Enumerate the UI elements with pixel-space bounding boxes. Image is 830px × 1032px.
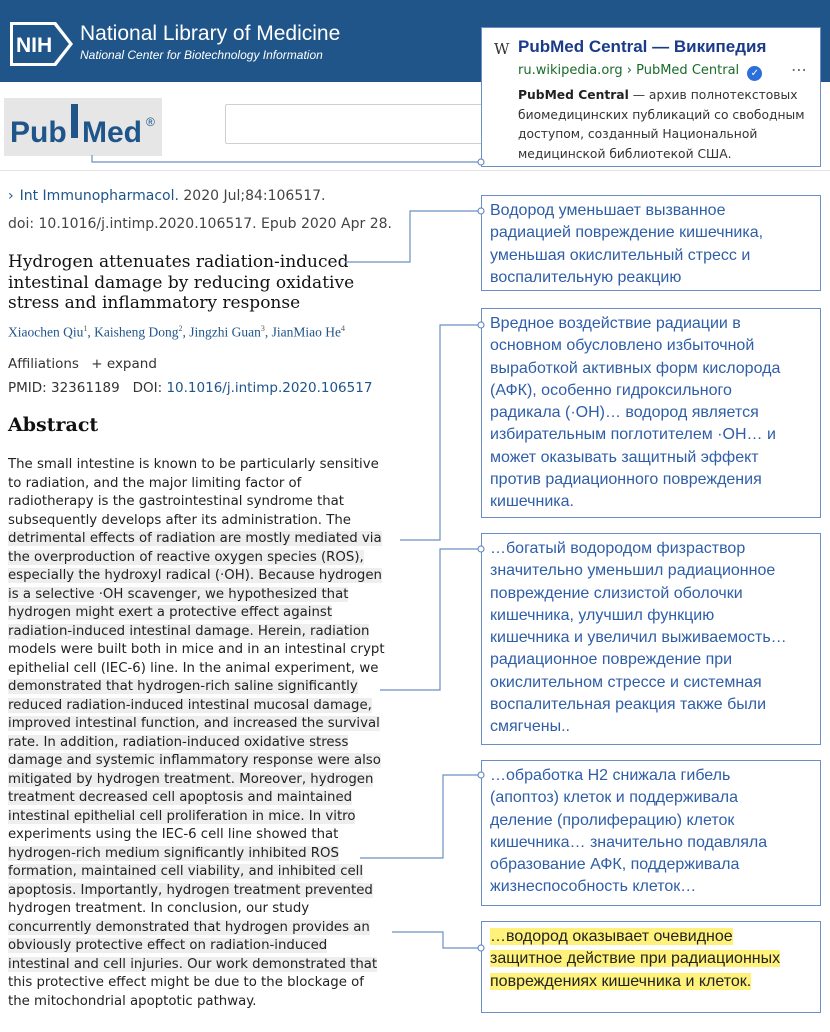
abstract-line <box>8 993 408 1012</box>
note-text: жизнеспособность клеток… <box>490 878 697 896</box>
note-line <box>490 560 812 582</box>
highlighted-text: apoptosis. Importantly, hydrogen treatment prevented <box>8 882 373 898</box>
svg-text:Med: Med <box>82 116 142 149</box>
pubmed-logo[interactable] <box>4 98 162 156</box>
highlighted-text: improved intestinal function, and increased the survival <box>8 716 380 731</box>
note-line <box>490 926 812 948</box>
pmid-doi-line <box>8 380 372 396</box>
note-text: …водород оказывает очевидное <box>490 928 733 945</box>
abstract-text: the mitochondrial apoptotic pathway. <box>8 993 257 1009</box>
note-line <box>490 491 812 513</box>
abstract-line <box>8 752 408 771</box>
note-line <box>490 424 812 446</box>
wiki-description <box>518 86 810 164</box>
note-line <box>490 358 812 380</box>
highlighted-text: is a selective ·OH scavenger, we hypothesized that <box>8 586 349 602</box>
abstract-line <box>8 845 408 864</box>
abstract-line <box>8 567 408 586</box>
authors-list: Xiaochen Qiu$^1$, Kaisheng Dong$^2$, Jingzhi Guan$^3$, JianMiao He$^4$ <box>8 324 345 340</box>
plus-icon: + <box>91 356 103 372</box>
doi-link[interactable]: 10.1016/j.intimp.2020.106517 <box>166 380 373 396</box>
note-text: защитное действие при радиационных <box>490 950 781 968</box>
abstract-line <box>8 660 408 679</box>
highlighted-text: demonstrated that hydrogen-rich saline significantly <box>8 679 358 694</box>
wikipedia-w-icon: W <box>494 40 510 58</box>
author-link[interactable]: Jingzhi Guan <box>189 324 261 340</box>
note-line <box>490 876 812 898</box>
journal-citation <box>8 188 326 204</box>
note-text: против радиационного повреждения <box>490 471 762 489</box>
note-text: Водород уменьшает вызванное <box>490 202 726 219</box>
note-line <box>490 810 812 832</box>
connector-line <box>92 155 481 162</box>
doi-label: DOI: <box>132 380 163 396</box>
note-text: повреждение слизистой оболочки <box>490 584 743 602</box>
highlighted-text: hydrogen might exert a protective effect against <box>8 605 333 620</box>
abstract-text: subsequently develops after its administration. The <box>8 512 351 528</box>
abstract-line <box>8 882 408 901</box>
highlighted-text: rate. In addition, radiation-induced oxidative stress <box>8 734 349 750</box>
annotation-note-ros <box>481 308 821 518</box>
note-line <box>490 765 812 787</box>
note-line <box>490 583 812 605</box>
note-line <box>490 787 812 809</box>
note-line <box>490 627 812 649</box>
wikipedia-result-card[interactable] <box>481 27 821 167</box>
note-line <box>490 200 812 222</box>
abstract-line <box>8 808 408 827</box>
note-line <box>490 335 812 357</box>
author-sup[interactable]: 2 <box>178 324 183 333</box>
annotation-note-saline <box>481 533 821 745</box>
note-line <box>490 402 812 424</box>
note-text: кишечника, улучшил функцию <box>490 606 715 624</box>
note-line <box>490 716 812 738</box>
abstract-text: epithelial cell (IEC-6) line. In the animal experiment, we <box>8 660 379 676</box>
note-line <box>490 313 812 335</box>
note-line <box>490 538 812 560</box>
affiliations-row <box>8 356 157 372</box>
note-text: может оказывать защитный эффект <box>490 448 759 466</box>
note-line <box>490 672 812 694</box>
title-line: stress and inflammatory response <box>8 293 301 313</box>
affiliations-label: Affiliations <box>8 356 79 372</box>
highlighted-text: treatment decreased cell apoptosis and maintained <box>8 790 353 805</box>
note-text: уменьшая окислительный стресс и <box>490 246 751 264</box>
abstract-body <box>8 456 408 1011</box>
note-line <box>490 245 812 267</box>
highlighted-text: the overproduction of reactive oxygen species (ROS), <box>8 549 364 565</box>
chevron-right-icon[interactable]: › <box>8 188 14 204</box>
note-text: воспалительную реакцию <box>490 268 682 286</box>
highlighted-text: concurrently demonstrated that hydrogen provides an <box>8 919 370 935</box>
annotation-note-conclusion <box>481 921 821 1013</box>
note-text: смягчены.. <box>490 718 570 736</box>
note-text: выработкой активных форм кислорода <box>490 359 781 377</box>
abstract-text: radiotherapy is the gastrointestinal syndrome that <box>8 494 344 509</box>
nih-logo-icon[interactable] <box>10 22 73 66</box>
doi-epub-line: doi: 10.1016/j.intimp.2020.106517. Epub 2020 Apr 28. <box>8 216 392 232</box>
highlighted-text: damage and systemic inflammatory response were also <box>8 753 381 768</box>
abstract-line <box>8 789 408 808</box>
note-text: воспалительная реакция также были <box>490 696 767 714</box>
abstract-text: The small intestine is known to be particularly sensitive <box>8 457 379 472</box>
abstract-line <box>8 493 408 512</box>
highlighted-text: detrimental effects of radiation are mostly mediated via <box>8 531 382 546</box>
svg-text:Pub: Pub <box>10 116 67 149</box>
abstract-text: to radiation, and the major limiting factor of <box>8 475 302 491</box>
abstract-line <box>8 715 408 734</box>
abstract-line <box>8 697 408 716</box>
header-divider <box>0 170 830 171</box>
annotation-note-apoptosis <box>481 760 821 906</box>
abstract-line <box>8 549 408 568</box>
abstract-line <box>8 919 408 938</box>
highlighted-text: obviously protective effect on radiation-induced <box>8 938 328 953</box>
note-text: радиационное повреждение при <box>490 651 733 669</box>
abstract-line <box>8 623 408 642</box>
author-sup[interactable]: 1 <box>83 324 88 333</box>
note-text: кишечника. <box>490 493 574 511</box>
abstract-heading: Abstract <box>8 414 99 436</box>
author-link[interactable]: Xiaochen Qiu <box>8 324 84 340</box>
title-line: Hydrogen attenuates radiation-induced <box>8 252 349 272</box>
note-text: избирательным поглотителем ·OH… и <box>490 426 776 444</box>
note-line <box>490 222 812 244</box>
search-input[interactable] <box>225 104 495 144</box>
note-line <box>490 948 812 970</box>
note-text: окислительном стрессе и системная <box>490 673 762 691</box>
wiki-breadcrumb: › PubMed Central <box>626 63 740 78</box>
highlighted-text: intestinal and cell injuries. Our work demonstrated that <box>8 956 378 972</box>
note-text: основном обусловлено избыточной <box>490 337 755 355</box>
note-text: значительно уменьшил радиационное <box>490 562 776 580</box>
abstract-line <box>8 900 408 919</box>
author-sup[interactable]: 3 <box>260 324 265 333</box>
note-line <box>490 832 812 854</box>
highlighted-text: intestinal epithelial cell proliferation in mice. In vitro <box>8 808 356 824</box>
wiki-desc-line: биомедицинских публикаций со свободным <box>518 107 805 122</box>
note-line <box>490 854 812 876</box>
abstract-line <box>8 956 408 975</box>
author-link[interactable]: JianMiao He <box>271 324 341 340</box>
note-text: …богатый водородом физраствор <box>490 540 746 557</box>
note-line <box>490 649 812 671</box>
note-line <box>490 971 812 993</box>
note-line <box>490 605 812 627</box>
note-text: кишечника и увеличил выживаемость… <box>490 629 787 647</box>
nlm-subtitle: National Center for Biotechnology Information <box>80 48 323 62</box>
abstract-text: hydrogen treatment. In conclusion, our study <box>8 901 310 916</box>
note-text: Вредное воздействие радиации в <box>490 315 741 332</box>
journal-date: 2020 Jul;84:106517. <box>183 188 326 204</box>
journal-link[interactable]: Int Immunopharmacol. <box>19 188 179 204</box>
highlighted-text: especially the hydroxyl radical (·OH). Because hydrogen <box>8 568 382 583</box>
note-line <box>490 694 812 716</box>
note-text: (апоптоз) клеток и поддерживала <box>490 789 738 807</box>
wiki-title-link[interactable]: PubMed Central — Википедия <box>518 37 767 56</box>
wiki-desc-line: медицинской библиотекой США. <box>518 146 732 161</box>
abstract-line <box>8 734 408 753</box>
title-line: intestinal damage by reducing oxidative <box>8 272 355 293</box>
wiki-desc-line: — архив полнотекстовых <box>628 88 798 102</box>
article-title <box>8 252 353 314</box>
abstract-line <box>8 678 408 697</box>
pmid: PMID: 32361189 <box>8 380 120 396</box>
abstract-line <box>8 604 408 623</box>
abstract-text: this protective effect might be due to the blockage of <box>8 975 364 990</box>
note-line <box>490 380 812 402</box>
wiki-url[interactable] <box>518 63 762 81</box>
note-line <box>490 469 812 491</box>
wiki-desc-line: доступом, созданный Национальной <box>518 127 758 141</box>
wiki-desc-bold: PubMed Central <box>518 88 629 102</box>
abstract-line <box>8 826 408 845</box>
note-text: радикала (·OH)… водород является <box>490 404 759 422</box>
expand-button[interactable] <box>91 356 157 372</box>
svg-text:®: ® <box>146 115 155 129</box>
abstract-text: models were built both in mice and in an intestinal crypt <box>8 642 385 657</box>
abstract-line <box>8 530 408 549</box>
abstract-line <box>8 475 408 494</box>
note-line <box>490 447 812 469</box>
verified-check-icon: ✓ <box>747 66 762 81</box>
nlm-title[interactable]: National Library of Medicine <box>80 22 341 45</box>
note-text: деление (пролиферацию) клеток <box>490 811 735 829</box>
more-dots-icon[interactable]: ⋯ <box>791 60 808 79</box>
abstract-line <box>8 512 408 531</box>
note-text: радиацией повреждение кишечника, <box>490 224 764 242</box>
highlighted-text: radiation-induced intestinal damage. Herein, radiation <box>8 623 370 639</box>
note-text: кишечника… значительно подавляла <box>490 833 768 851</box>
highlighted-text: mitigated by hydrogen treatment. Moreover, hydrogen <box>8 771 374 787</box>
note-text: (АФК), особенно гидроксильного <box>490 381 732 399</box>
expand-label: expand <box>106 356 157 372</box>
note-text: …обработка H2 снижала гибель <box>490 767 731 784</box>
author-sup[interactable]: 4 <box>340 324 345 333</box>
abstract-line <box>8 586 408 605</box>
abstract-line <box>8 456 408 475</box>
highlighted-text: formation, maintained cell viability, and inhibited cell <box>8 864 364 879</box>
abstract-line <box>8 863 408 882</box>
highlighted-text: hydrogen-rich medium significantly inhibited ROS <box>8 845 339 861</box>
wiki-domain: ru.wikipedia.org <box>518 63 623 78</box>
abstract-line <box>8 771 408 790</box>
pubmed-logo-icon <box>4 98 162 156</box>
highlighted-text: reduced radiation-induced intestinal mucosal damage, <box>8 697 372 713</box>
abstract-line <box>8 974 408 993</box>
svg-text:NIH: NIH <box>16 34 53 57</box>
abstract-text: experiments using the IEC-6 cell line showed that <box>8 827 339 842</box>
note-text: повреждениях кишечника и клеток. <box>490 972 752 990</box>
abstract-line <box>8 937 408 956</box>
connector-line <box>400 325 481 540</box>
author-link[interactable]: Kaisheng Dong <box>94 324 179 340</box>
annotation-note-title <box>481 195 821 291</box>
abstract-line <box>8 641 408 660</box>
note-line <box>490 267 812 289</box>
note-text: образование АФК, поддерживала <box>490 856 740 874</box>
